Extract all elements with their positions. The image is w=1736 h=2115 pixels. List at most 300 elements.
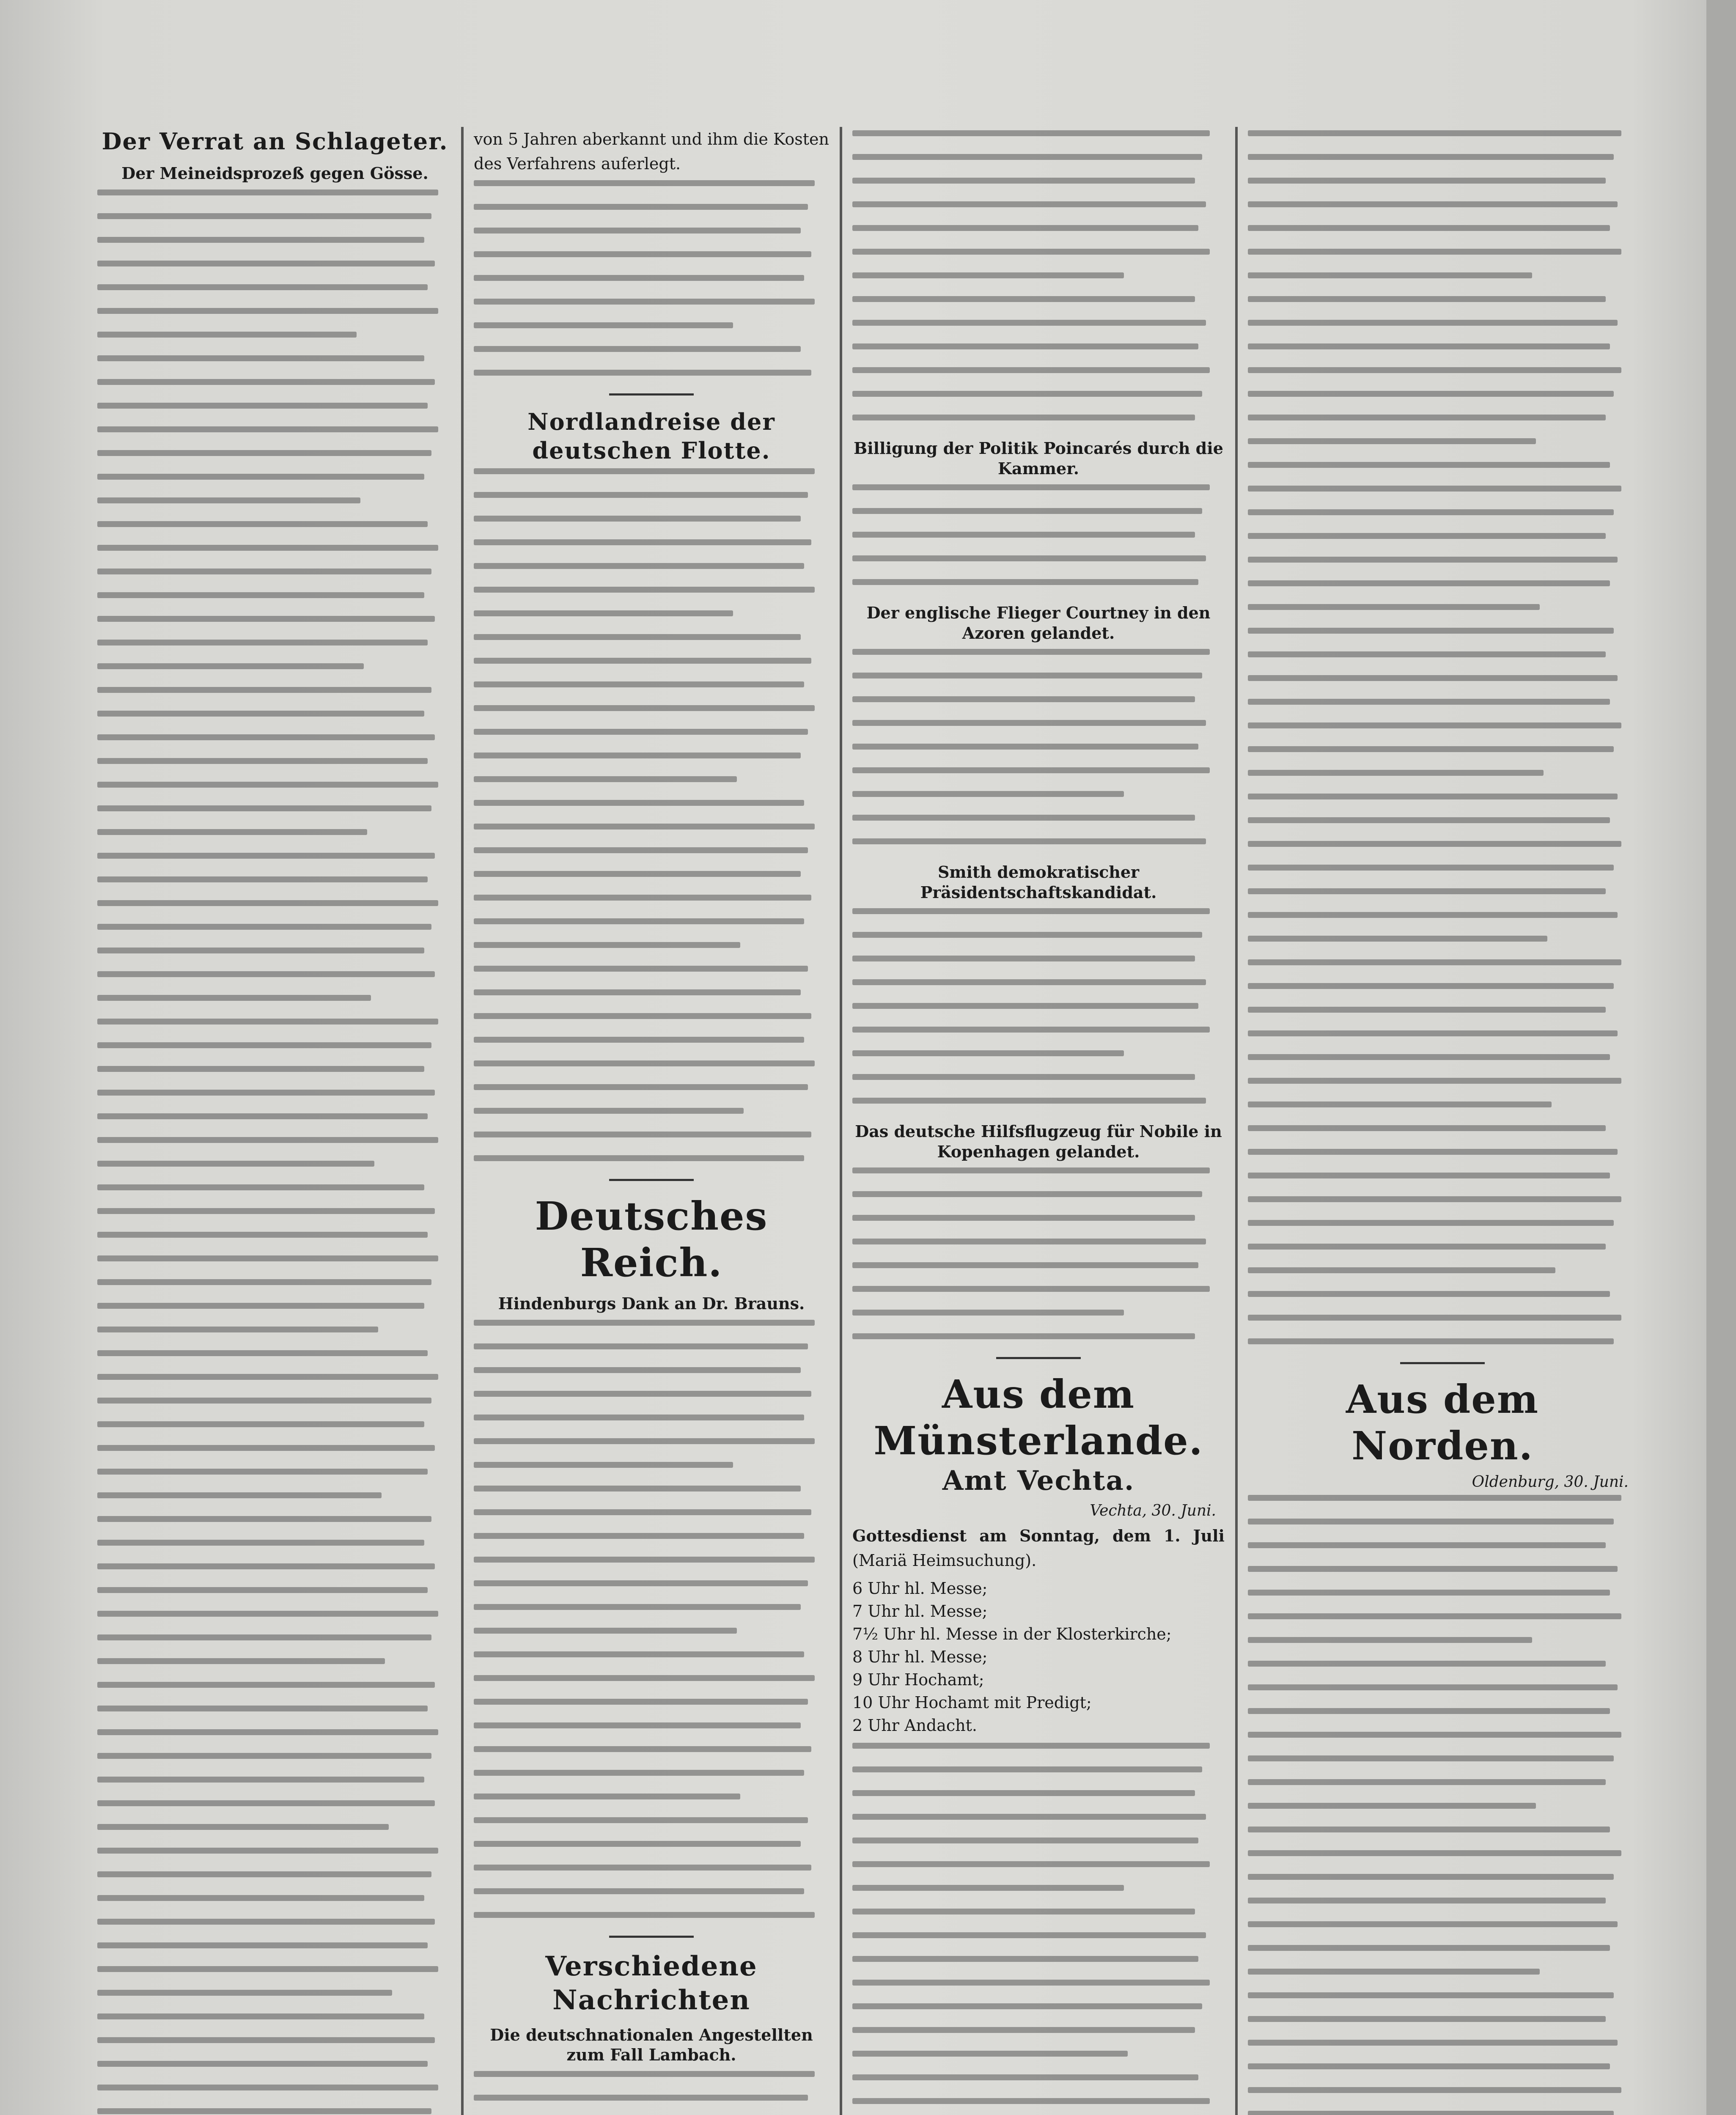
text-line bbox=[97, 1350, 428, 1356]
text-line bbox=[1248, 1827, 1610, 1832]
text-line bbox=[474, 1013, 811, 1019]
text-line bbox=[852, 1909, 1195, 1914]
text-line bbox=[97, 900, 438, 906]
text-line bbox=[474, 1533, 804, 1539]
text-line bbox=[852, 508, 1202, 514]
text-line bbox=[852, 1003, 1198, 1009]
text-line bbox=[852, 1333, 1195, 1339]
text-line bbox=[1248, 1992, 1614, 1998]
text-line bbox=[852, 1766, 1202, 1772]
text-line bbox=[97, 1990, 392, 1996]
text-line bbox=[474, 322, 733, 328]
text-line bbox=[852, 1027, 1210, 1033]
text-line bbox=[474, 1037, 804, 1043]
text-line bbox=[1248, 1708, 1610, 1714]
text-line bbox=[97, 1777, 424, 1783]
text-line bbox=[474, 824, 815, 830]
text-line bbox=[1248, 1495, 1621, 1501]
text-line bbox=[97, 616, 435, 622]
text-line bbox=[474, 204, 808, 210]
text-line bbox=[97, 1919, 435, 1925]
text-line bbox=[1248, 249, 1621, 255]
text-line bbox=[97, 521, 428, 527]
text-line bbox=[852, 791, 1124, 797]
body-text-lead bbox=[474, 180, 829, 376]
text-line bbox=[852, 532, 1195, 538]
text-line bbox=[97, 1895, 424, 1901]
text-line bbox=[1248, 959, 1621, 965]
text-line bbox=[97, 1469, 428, 1475]
text-line bbox=[97, 1232, 428, 1238]
text-line bbox=[474, 1770, 804, 1776]
text-line bbox=[97, 1966, 438, 1972]
text-line bbox=[852, 343, 1198, 349]
text-line bbox=[97, 782, 438, 788]
text-line bbox=[852, 1191, 1202, 1197]
subline-nobile: Das deutsche Hilfsflugzeug für Nobile in Kopenhagen gelandet. bbox=[855, 1122, 1222, 1161]
text-line bbox=[1248, 604, 1540, 610]
text-line bbox=[97, 1255, 438, 1261]
text-line bbox=[1248, 462, 1610, 468]
body-text-poincare bbox=[852, 484, 1225, 585]
text-line bbox=[97, 1161, 374, 1167]
service-time-item: 10 Uhr Hochamt mit Predigt; bbox=[852, 1693, 1092, 1712]
text-line bbox=[852, 2098, 1210, 2104]
subline-meineidsprozess: Der Meineidsprozeß gegen Gösse. bbox=[121, 164, 429, 183]
text-line bbox=[97, 592, 424, 598]
text-line bbox=[97, 1753, 431, 1759]
body-text-muensterland bbox=[852, 1743, 1225, 2115]
text-line bbox=[1248, 1637, 1532, 1643]
text-line bbox=[474, 370, 811, 376]
text-line bbox=[1248, 2111, 1614, 2115]
text-line bbox=[474, 1108, 744, 1114]
text-line bbox=[852, 178, 1195, 184]
text-line bbox=[852, 1790, 1195, 1796]
text-line bbox=[97, 1279, 431, 1285]
text-line bbox=[474, 1651, 804, 1657]
text-line bbox=[852, 201, 1206, 207]
text-line bbox=[1248, 1732, 1621, 1738]
text-line bbox=[97, 1682, 435, 1688]
text-line bbox=[1248, 1684, 1618, 1690]
text-line bbox=[97, 805, 431, 811]
text-line bbox=[97, 1113, 428, 1119]
text-line bbox=[474, 1462, 733, 1468]
text-line bbox=[1248, 343, 1610, 349]
text-line bbox=[97, 1634, 431, 1640]
text-line bbox=[852, 1239, 1206, 1244]
text-line bbox=[97, 1090, 435, 1096]
text-line bbox=[97, 853, 435, 859]
text-line bbox=[474, 610, 733, 616]
text-line bbox=[474, 942, 740, 948]
text-line bbox=[474, 1604, 801, 1610]
text-line bbox=[852, 1167, 1210, 1173]
text-line bbox=[474, 2071, 815, 2077]
text-line bbox=[474, 1060, 815, 1066]
headline-aus-dem-norden: Aus dem Norden. bbox=[1346, 1376, 1539, 1469]
text-line bbox=[97, 1658, 385, 1664]
text-line bbox=[97, 332, 357, 338]
text-line bbox=[852, 1074, 1195, 1080]
text-line bbox=[852, 2003, 1202, 2009]
text-line bbox=[1248, 794, 1618, 799]
separator bbox=[1400, 1362, 1485, 1364]
service-time-item: 7 Uhr hl. Messe; bbox=[852, 1602, 988, 1621]
subline-lambach: Die deutschnationalen Angestellten zum Fall Lambach. bbox=[490, 2025, 813, 2064]
text-line bbox=[1248, 1149, 1618, 1155]
headline-deutsches-reich: Deutsches Reich. bbox=[535, 1193, 768, 1285]
separator bbox=[609, 1936, 694, 1938]
text-line bbox=[97, 2061, 428, 2067]
separator bbox=[996, 1357, 1081, 1359]
text-line bbox=[852, 579, 1198, 585]
text-line bbox=[852, 391, 1202, 397]
text-line bbox=[474, 516, 801, 522]
text-line bbox=[1248, 1030, 1618, 1036]
text-line bbox=[1248, 533, 1606, 539]
text-line bbox=[1248, 1874, 1614, 1880]
text-line bbox=[97, 1729, 438, 1735]
text-line bbox=[97, 1563, 435, 1569]
text-line bbox=[474, 1675, 815, 1681]
text-line bbox=[1248, 1007, 1606, 1013]
headline-flotte: Nordlandreise der deutschen Flotte. bbox=[527, 408, 775, 464]
text-line bbox=[474, 1155, 804, 1161]
text-line bbox=[97, 497, 360, 503]
text-line bbox=[1248, 391, 1614, 397]
text-line bbox=[1248, 817, 1610, 823]
text-line bbox=[474, 681, 804, 687]
text-line bbox=[97, 734, 435, 740]
text-line bbox=[1248, 1101, 1552, 1107]
text-line bbox=[852, 2051, 1128, 2057]
text-line bbox=[1248, 746, 1614, 752]
text-line bbox=[1248, 2040, 1618, 2046]
service-time-item: 9 Uhr Hochamt; bbox=[852, 1670, 984, 1689]
text-line bbox=[97, 1848, 438, 1854]
text-line bbox=[852, 932, 1202, 938]
text-line bbox=[97, 1042, 431, 1048]
text-line bbox=[474, 1343, 808, 1349]
text-line bbox=[474, 1841, 801, 1847]
text-line bbox=[97, 355, 424, 361]
text-line bbox=[1248, 1054, 1610, 1060]
text-line bbox=[474, 180, 815, 186]
text-line bbox=[1248, 1519, 1614, 1524]
text-line bbox=[474, 587, 815, 593]
text-line bbox=[1248, 1244, 1606, 1250]
text-line bbox=[852, 555, 1206, 561]
text-line bbox=[97, 1137, 438, 1143]
text-line bbox=[1248, 438, 1536, 444]
text-line bbox=[474, 1320, 815, 1326]
text-line bbox=[1248, 130, 1621, 136]
text-line bbox=[852, 154, 1202, 160]
subline-hindenburg: Hindenburgs Dank an Dr. Brauns. bbox=[498, 1294, 805, 1313]
text-line bbox=[1248, 1566, 1618, 1572]
dateline-vechta: Vechta, 30. Juni. bbox=[1090, 1502, 1216, 1519]
dateline-oldenburg: Oldenburg, 30. Juni. bbox=[1472, 1473, 1629, 1491]
text-line bbox=[1248, 651, 1606, 657]
column-3 bbox=[848, 127, 1229, 2115]
text-line bbox=[1248, 983, 1614, 989]
text-line bbox=[852, 1215, 1195, 1221]
text-line bbox=[474, 1367, 801, 1373]
text-line bbox=[97, 426, 438, 432]
body-text-smith bbox=[852, 908, 1225, 1104]
text-line bbox=[97, 1824, 389, 1830]
text-line bbox=[1248, 1291, 1610, 1297]
text-line bbox=[1248, 225, 1610, 231]
text-line bbox=[97, 924, 431, 930]
separator bbox=[609, 1179, 694, 1181]
text-line bbox=[474, 658, 811, 664]
text-line bbox=[852, 225, 1198, 231]
text-line bbox=[97, 213, 431, 219]
body-text-courtney bbox=[852, 649, 1225, 844]
text-line bbox=[97, 687, 431, 693]
text-line bbox=[852, 838, 1206, 844]
text-line bbox=[97, 1374, 438, 1380]
text-line bbox=[474, 871, 801, 877]
text-line bbox=[97, 237, 424, 243]
text-line bbox=[852, 484, 1210, 490]
text-line bbox=[1248, 936, 1547, 942]
gottesdienst-lead: Gottesdienst am Sonntag, dem 1. Juli (Mariä Heimsuchung). bbox=[852, 1526, 1225, 1570]
text-line bbox=[97, 1942, 428, 1948]
text-line bbox=[474, 1557, 815, 1563]
text-line bbox=[474, 492, 808, 498]
text-line bbox=[1248, 770, 1544, 776]
text-line bbox=[852, 1956, 1198, 1962]
text-line bbox=[852, 1286, 1210, 1292]
text-line bbox=[474, 1132, 811, 1137]
text-line bbox=[1248, 1779, 1606, 1785]
text-line bbox=[852, 720, 1206, 726]
text-line bbox=[1248, 201, 1618, 207]
text-line bbox=[97, 2085, 438, 2090]
body-text-verrat bbox=[97, 190, 453, 2115]
text-line bbox=[97, 379, 435, 385]
text-line bbox=[1248, 1267, 1555, 1273]
text-line bbox=[1248, 557, 1618, 563]
text-line bbox=[97, 1066, 424, 1072]
paragraph-lead: von 5 Jahren aberkannt und ihm die Kosten des Verfahrens auferlegt. bbox=[474, 130, 829, 173]
headline-muensterlande: Aus dem Münsterlande. bbox=[873, 1371, 1203, 1464]
text-line bbox=[474, 1722, 801, 1728]
text-line bbox=[852, 1098, 1206, 1104]
text-line bbox=[852, 1310, 1124, 1316]
text-line bbox=[1248, 1542, 1606, 1548]
column-2 bbox=[470, 127, 833, 2115]
text-line bbox=[1248, 1898, 1606, 1904]
text-line bbox=[474, 1865, 811, 1871]
text-line bbox=[1248, 367, 1621, 373]
text-line bbox=[97, 640, 428, 645]
text-line bbox=[97, 2013, 424, 2019]
column-4 bbox=[1244, 127, 1641, 2115]
body-text-flotte bbox=[474, 468, 829, 1161]
text-line bbox=[1248, 722, 1621, 728]
text-line bbox=[474, 1912, 815, 1918]
text-line bbox=[852, 1932, 1206, 1938]
text-line bbox=[97, 1184, 424, 1190]
text-line bbox=[474, 1699, 808, 1705]
text-line bbox=[1248, 865, 1614, 871]
text-line bbox=[474, 1391, 811, 1397]
subline-poincare: Billigung der Politik Poincarés durch die Kammer. bbox=[854, 439, 1223, 478]
text-line bbox=[852, 1838, 1198, 1843]
text-line bbox=[97, 1398, 431, 1404]
text-line bbox=[474, 1438, 815, 1444]
text-line bbox=[852, 130, 1210, 136]
text-line bbox=[474, 251, 811, 257]
service-time-item: 8 Uhr hl. Messe; bbox=[852, 1648, 988, 1666]
text-line bbox=[1248, 296, 1606, 302]
text-line bbox=[1248, 1590, 1610, 1596]
text-line bbox=[1248, 888, 1606, 894]
text-line bbox=[1248, 2087, 1621, 2093]
text-line bbox=[852, 649, 1210, 655]
text-line bbox=[474, 966, 808, 972]
text-line bbox=[97, 1706, 428, 1711]
text-line bbox=[1248, 1220, 1614, 1226]
service-time-item: 2 Uhr Andacht. bbox=[852, 1716, 978, 1735]
text-line bbox=[852, 696, 1195, 702]
text-line bbox=[97, 758, 428, 764]
text-line bbox=[1248, 1196, 1621, 1202]
column-1 bbox=[93, 127, 457, 2115]
text-line bbox=[97, 1587, 428, 1593]
column-rule-2 bbox=[840, 127, 842, 2115]
text-line bbox=[1248, 912, 1618, 918]
text-line bbox=[474, 729, 808, 735]
text-line bbox=[1248, 320, 1618, 326]
text-line bbox=[1248, 1803, 1536, 1809]
text-line bbox=[474, 1509, 811, 1515]
text-line bbox=[97, 876, 428, 882]
headline-verrat: Der Verrat an Schlageter. bbox=[102, 128, 448, 155]
subline-smith: Smith demokratischer Präsidentschaftskandidat. bbox=[920, 862, 1157, 902]
text-line bbox=[474, 1415, 804, 1420]
text-line bbox=[1248, 486, 1621, 492]
text-line bbox=[1248, 154, 1614, 160]
text-line bbox=[474, 1817, 808, 1823]
text-line bbox=[852, 249, 1210, 255]
text-line bbox=[97, 403, 428, 409]
text-line bbox=[852, 1262, 1198, 1268]
text-line bbox=[852, 2074, 1198, 2080]
text-line bbox=[97, 569, 431, 574]
text-line bbox=[97, 474, 424, 480]
text-line bbox=[852, 272, 1124, 278]
text-line bbox=[1248, 1078, 1621, 1084]
text-line bbox=[474, 1794, 740, 1799]
text-line bbox=[97, 1516, 431, 1522]
text-line bbox=[97, 1445, 435, 1451]
text-line bbox=[97, 450, 431, 456]
text-line bbox=[852, 744, 1198, 750]
text-line bbox=[97, 1421, 424, 1427]
text-line bbox=[97, 2108, 431, 2114]
service-time-item: 6 Uhr hl. Messe; bbox=[852, 1579, 988, 1598]
text-line bbox=[474, 800, 804, 806]
text-line bbox=[474, 1746, 811, 1752]
text-line bbox=[97, 1871, 431, 1877]
text-line bbox=[1248, 699, 1610, 705]
headline-verschiedene-nachrichten: Verschiedene Nachrichten bbox=[545, 1950, 758, 2016]
text-line bbox=[1248, 628, 1614, 634]
text-line bbox=[1248, 580, 1610, 586]
text-line bbox=[474, 1084, 808, 1090]
text-line bbox=[852, 979, 1206, 985]
text-line bbox=[1248, 1125, 1606, 1131]
text-line bbox=[97, 261, 435, 266]
service-times-list bbox=[852, 1577, 1225, 1737]
text-line bbox=[97, 663, 364, 669]
text-line bbox=[1248, 1921, 1618, 1927]
text-line bbox=[1248, 1173, 1610, 1178]
text-line bbox=[474, 228, 801, 233]
text-line bbox=[97, 1540, 424, 1546]
text-line bbox=[474, 705, 815, 711]
text-line bbox=[852, 956, 1195, 961]
text-line bbox=[852, 908, 1210, 914]
body-text-verschiedene bbox=[474, 2071, 829, 2115]
text-line bbox=[474, 468, 815, 474]
text-line bbox=[97, 1800, 435, 1806]
headline-amt-vechta: Amt Vechta. bbox=[942, 1465, 1135, 1497]
page-edge bbox=[1706, 0, 1736, 2115]
text-line bbox=[1248, 1338, 1614, 1344]
text-line bbox=[1248, 1613, 1621, 1619]
text-line bbox=[852, 1050, 1124, 1056]
body-text-top bbox=[852, 130, 1225, 420]
body-text-top bbox=[1248, 130, 1637, 1344]
text-line bbox=[97, 545, 438, 551]
text-line bbox=[97, 1303, 424, 1309]
text-line bbox=[852, 320, 1206, 326]
text-line bbox=[97, 829, 367, 835]
text-line bbox=[97, 1208, 435, 1214]
text-line bbox=[1248, 841, 1621, 847]
text-line bbox=[97, 2037, 435, 2043]
text-line bbox=[474, 346, 801, 352]
text-line bbox=[474, 753, 801, 758]
text-line bbox=[1248, 509, 1614, 515]
body-text-nobile bbox=[852, 1167, 1225, 1339]
text-line bbox=[474, 275, 804, 281]
text-line bbox=[474, 1580, 808, 1586]
text-line bbox=[474, 563, 804, 569]
column-rule-1 bbox=[461, 127, 464, 2115]
text-line bbox=[474, 1486, 801, 1491]
separator bbox=[609, 393, 694, 396]
text-line bbox=[97, 190, 438, 195]
text-line bbox=[1248, 675, 1618, 681]
text-line bbox=[97, 308, 438, 314]
service-time-item: 7½ Uhr hl. Messe in der Klosterkirche; bbox=[852, 1625, 1172, 1643]
column-rule-3 bbox=[1235, 127, 1238, 2115]
body-text-norden bbox=[1248, 1495, 1637, 2115]
text-line bbox=[474, 634, 801, 640]
text-line bbox=[97, 1492, 382, 1498]
text-line bbox=[1248, 178, 1606, 184]
text-line bbox=[852, 815, 1195, 821]
text-line bbox=[852, 1743, 1210, 1749]
